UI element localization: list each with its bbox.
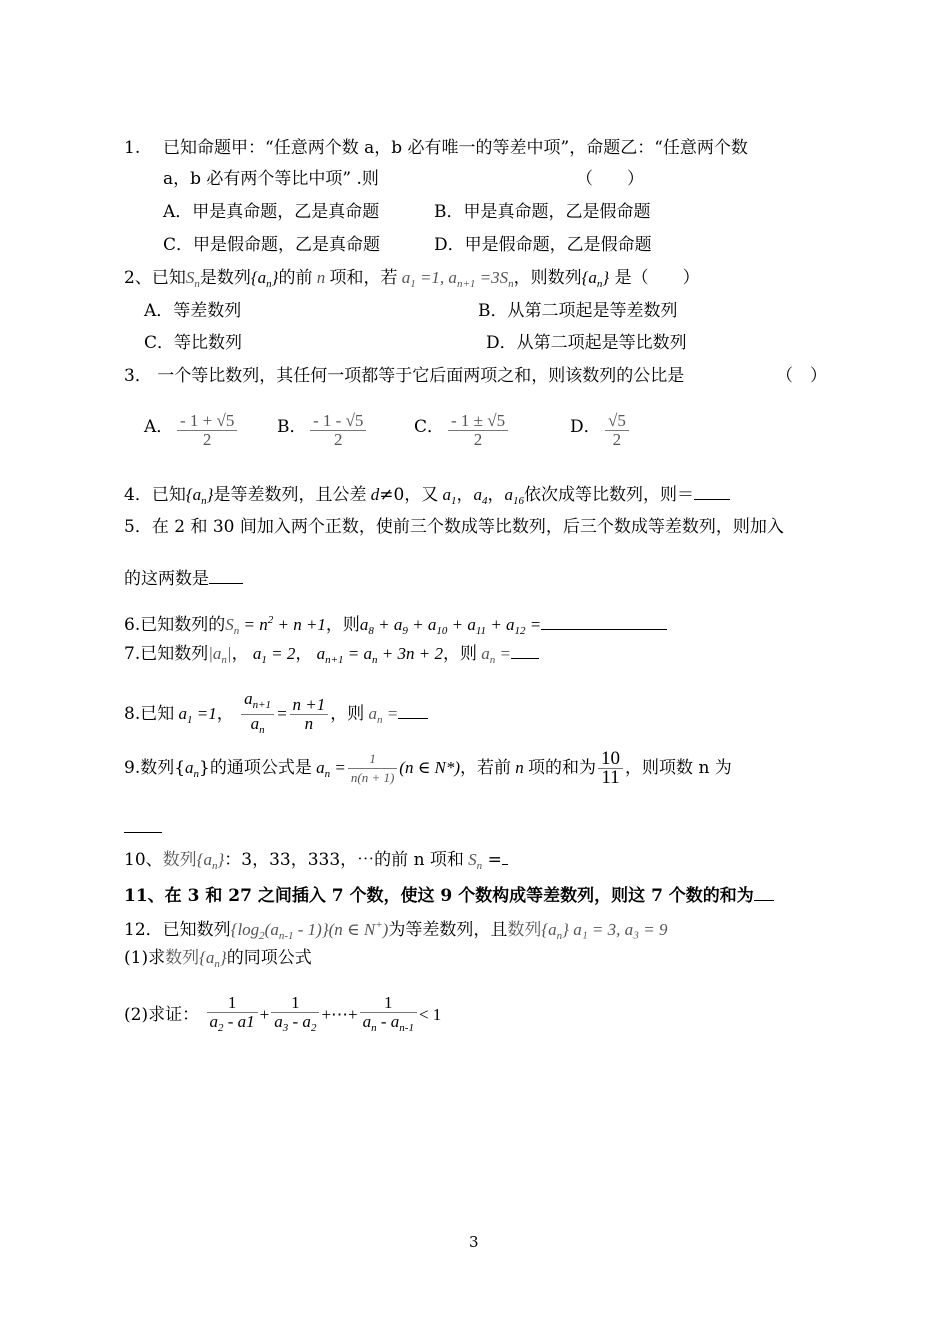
q1-option-b: B．甲是真命题，乙是假命题 (434, 202, 651, 222)
q12-fraction-n: $\frac{1}{a_n - a_{n-1}}$ (360, 994, 417, 1037)
q12-fraction-2: $\frac{1}{a_3 - a_2}$ (271, 994, 319, 1037)
q12-stem: 12．已知数列$\{\log_2(a_{n-1} - 1)\}(n$ ∈ N+)为等差数列，且数列$\{a_n\} a_1 = 3$, a₃ = 9 (124, 919, 668, 942)
q7-stem: 7.已知数列$|a_n|$， $a_1 = 2$， $a_{n+1} = a_n + 3n + 2$，则 $a_n$ = (124, 642, 539, 671)
q8-rhs-fraction: $\frac{n +1}{n}$ (290, 696, 329, 733)
q3-option-d-fraction: $\frac{√5}{2}$ (605, 412, 629, 449)
q9-stem: 9.数列$\{a_n\}$的通项公式是 $a_n$ = $\frac{1}{n(n + 1)}$ (n ∈ N*)，若前 n 项的和为 $\frac{10}{11}$ ，则项数 n 为 (124, 748, 732, 788)
q3-option-a: A． (144, 417, 174, 437)
q2-option-b: B．从第二项起是等差数列 (478, 301, 678, 321)
q3-option-d: D． (570, 417, 601, 437)
q3-option-a-fraction: $\frac{- 1 + √5}{2}$ (177, 412, 237, 449)
q1-stem-line2: a，b 必有两个等比中项” .则 (163, 169, 379, 189)
q3-option-b-fraction: $\frac{- 1 - √5}{2}$ (310, 412, 366, 449)
q3-option-c: C． (414, 417, 445, 437)
page-number: 3 (469, 1233, 479, 1251)
q1-number: 1. (124, 138, 141, 158)
q8-stem: 8.已知 $a_1 =1$， $\frac{a_{n+1}}{a_n}$ = $\frac{n +1}{n}$ ，则 $a_n$ = (124, 690, 428, 739)
q8-ratio-fraction: $\frac{a_{n+1}}{a_n}$ (241, 690, 274, 739)
q1-option-c: C．甲是假命题，乙是真命题 (163, 235, 381, 255)
q2-option-d: D．从第二项起是等比数列 (486, 333, 687, 353)
q4-stem: 4．已知$\{a_n\}$是等差数列，且公差 d≠0，又 $a_1$，$a_4$，$a_{16}$依次成等比数列，则＝ (124, 483, 730, 512)
q3-answer-paren: （ ） (776, 366, 827, 386)
q2-stem: 2、已知$S_n$是数列$\{a_n\}$的前 n 项和，若 $a_1 =1$, $a_{n+1} =3S_n$，则数列$\{a_n\}$ 是（ ） (124, 268, 700, 290)
q3-option-b: B． (277, 417, 307, 437)
q5-stem-line2: 的这两数是 (124, 567, 243, 590)
q3-option-c-fraction: $\frac{- 1 \pm √5}{2}$ (448, 412, 508, 449)
q1-option-a: A．甲是真命题，乙是真命题 (163, 202, 380, 222)
q6-stem: 6.已知数列的$S_n = n^2 + n +1$，则$a_8 + a_9 + a_{10} + a_{11} + a_{12}$ = (124, 609, 667, 642)
q5-stem-line1: 5．在 2 和 30 间加入两个正数，使前三个数成等比数列，后三个数成等差数列，则加入 (124, 517, 784, 537)
q1-answer-paren: （ ） (576, 169, 644, 189)
q11-stem: 11、在 3 和 27 之间插入 7 个数，使这 9 个数构成等差数列，则这 7 个数的和为 (124, 884, 774, 907)
q3-stem: 3． 一个等比数列，其任何一项都等于它后面两项之和，则该数列的公比是 (124, 366, 685, 386)
q12-fraction-1: $\frac{1}{a_2 - a1}$ (207, 994, 258, 1037)
q1-stem-line1: 已知命题甲：“任意两个数 a，b 必有唯一的等差中项”，命题乙：“任意两个数 (163, 138, 748, 158)
q12-part1: (1)求数列$\{a_n\}$的同项公式 (124, 948, 312, 970)
q12-part2: (2)求证： $\frac{1}{a_2 - a1}$ + $\frac{1}{a_3 - a_2}$ +⋯+ $\frac{1}{a_n - a_{n-1}}$ < 1 (124, 994, 441, 1037)
q2-option-c: C．等比数列 (144, 333, 243, 353)
q9-sum-fraction: $\frac{10}{11}$ (598, 750, 623, 787)
q9-answer-blank (124, 816, 162, 839)
q9-term-fraction: $\frac{1}{n(n + 1)}$ (348, 750, 397, 787)
q10-stem: 10、数列$\{a_n\}$：3，33，333，⋯的前 n 项和 $S_n$ = (124, 848, 508, 877)
q2-option-a: A．等差数列 (144, 301, 242, 321)
q1-option-d: D．甲是假命题，乙是假命题 (434, 235, 652, 255)
